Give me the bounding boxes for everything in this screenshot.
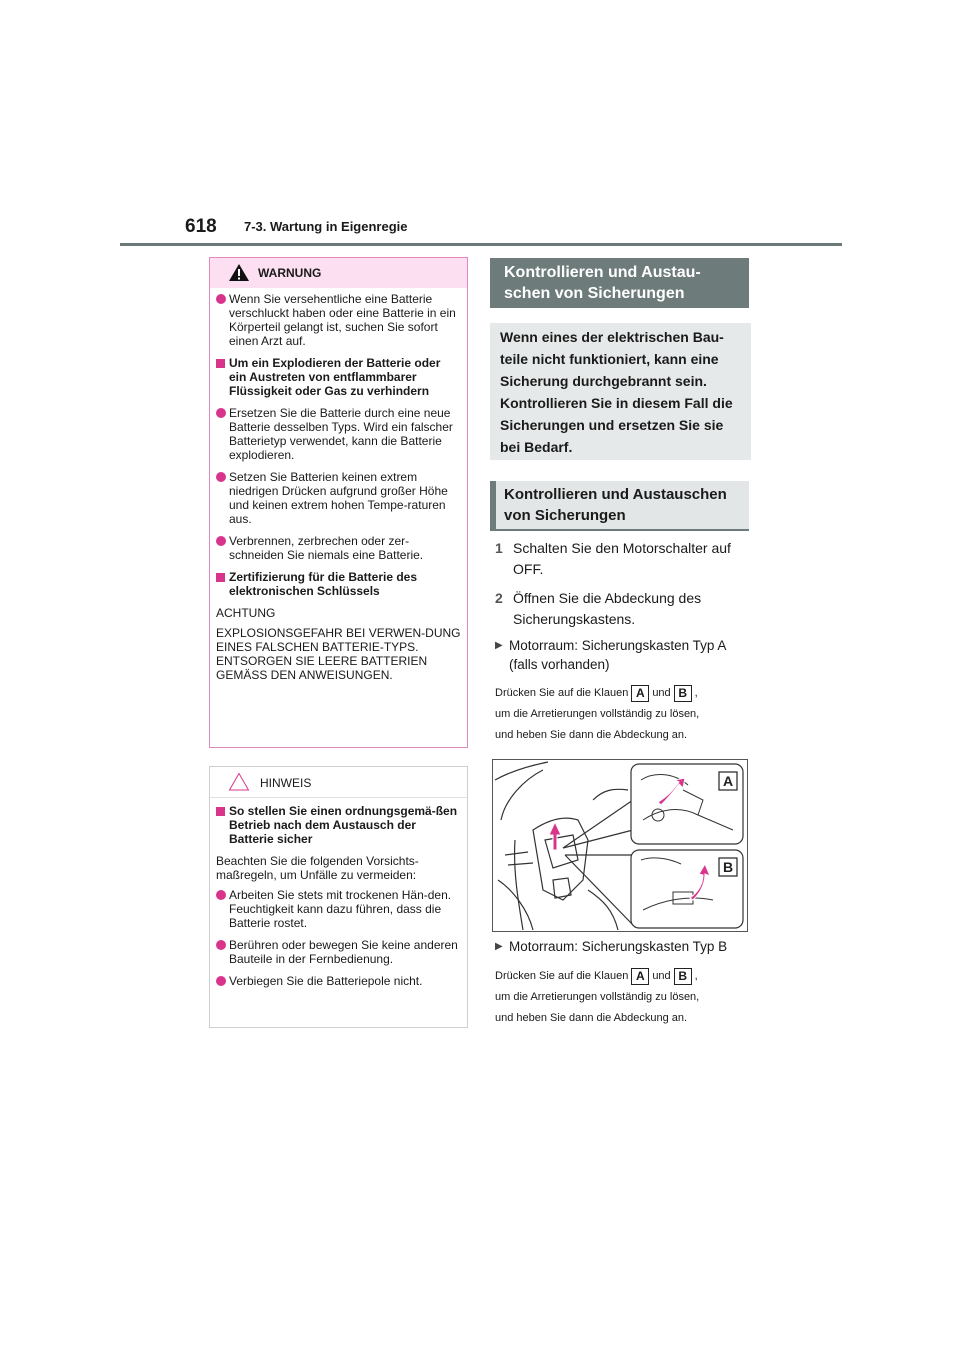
bullet-square-icon — [216, 359, 225, 368]
hint-box — [209, 766, 468, 1028]
hint-intro: Beachten Sie die folgenden Vorsichts-maßregeln, um Unfälle zu vermeiden: — [216, 854, 419, 882]
hint-title: HINWEIS — [260, 776, 312, 790]
bullet-dot-icon — [216, 472, 226, 482]
engine-bay-drawing — [493, 760, 747, 931]
section-title: Kontrollieren und Austau-schen von Sicherungen — [490, 258, 749, 308]
hint-item: Arbeiten Sie stets mit trockenen Hän-den. Feuchtigkeit kann dazu führen, dass die Batterie rostet. — [216, 888, 461, 930]
label-a: A — [631, 968, 649, 985]
warning-heading: Zertifizierung für die Batterie des elektronischen Schlüssels — [216, 570, 461, 598]
label-b: B — [674, 968, 692, 985]
step-2 — [495, 588, 750, 630]
subsection-title: Kontrollieren und Austauschen von Sicherungen — [490, 481, 749, 531]
bullet-dot-icon — [216, 940, 226, 950]
warning-title: WARNUNG — [258, 266, 322, 280]
fuse-box-illustration — [492, 759, 748, 932]
type-a-title: ▶ Motorraum: Sicherungskasten Typ A (falls vorhanden) — [495, 638, 726, 672]
hint-triangle-icon — [228, 772, 250, 791]
type-b-title: ▶ Motorraum: Sicherungskasten Typ B — [495, 939, 728, 954]
caution-text: EXPLOSIONSGEFAHR BEI VERWEN-DUNG EINES FALSCHEN BATTERIE-TYPS. ENTSORGEN SIE LEERE BATTERIEN GEMÄSS DEN ANWEISUNGEN. — [216, 626, 461, 682]
arrow-right-icon: ▶ — [495, 640, 503, 651]
achtung-label: ACHTUNG — [216, 606, 276, 620]
step-text: Schalten Sie den Motorschalter auf OFF. — [513, 540, 731, 577]
figure-label-a: A — [722, 773, 734, 789]
hint-heading: So stellen Sie einen ordnungsgemä-ßen Betrieb nach dem Austausch der Batterie sicher — [216, 804, 461, 846]
warning-heading: Um ein Explodieren der Batterie oder ein Austreten von entflammbarer Flüssigkeit oder Gas zu verhindern — [216, 356, 461, 398]
step-1 — [495, 538, 750, 580]
label-a: A — [631, 685, 649, 702]
type-b-instruction: Drücken Sie auf die Klauen A und B , um die Arretierungen vollständig zu lösen, und heben Sie dann die Abdeckung an. — [495, 968, 700, 1024]
label-b: B — [674, 685, 692, 702]
header-divider — [120, 243, 842, 246]
chapter-title: 7-3. Wartung in Eigenregie — [244, 219, 408, 234]
bullet-dot-icon — [216, 536, 226, 546]
hint-header — [210, 767, 467, 798]
intro-text: Wenn eines der elektrischen Bau-teile nicht funktioniert, kann eine Sicherung durchgebrannt sein. Kontrollieren Sie in diesem Fall die Sicherungen und ersetzen Sie sie bei Bedarf. — [490, 323, 751, 460]
type-a-instruction: Drücken Sie auf die Klauen A und B , um die Arretierungen vollständig zu lösen, und heben Sie dann die Abdeckung an. — [495, 685, 700, 741]
warning-body — [210, 288, 467, 682]
warning-item: Verbrennen, zerbrechen oder zer-schneiden Sie niemals eine Batterie. — [216, 534, 461, 562]
warning-box — [209, 257, 468, 748]
warning-item: Setzen Sie Batterien keinen extrem niedrigen Drücken aufgrund großer Höhe und keinen extrem hohen Tempe-raturen aus. — [216, 470, 461, 526]
bullet-dot-icon — [216, 408, 226, 418]
bullet-dot-icon — [216, 294, 226, 304]
figure-label-b: B — [722, 859, 734, 875]
hint-item: Berühren oder bewegen Sie keine anderen Bauteile in der Fernbedienung. — [216, 938, 461, 966]
bullet-square-icon — [216, 573, 225, 582]
page-number: 618 — [185, 216, 217, 237]
hint-item: Verbiegen Sie die Batteriepole nicht. — [216, 974, 461, 988]
step-text: Öffnen Sie die Abdeckung des Sicherungskastens. — [513, 590, 702, 627]
arrow-right-icon: ▶ — [495, 941, 503, 952]
bullet-dot-icon — [216, 890, 226, 900]
warning-header — [210, 258, 467, 288]
bullet-dot-icon — [216, 976, 226, 986]
warning-icon — [228, 263, 250, 282]
bullet-square-icon — [216, 807, 225, 816]
hint-body — [210, 798, 467, 988]
warning-item: Wenn Sie versehentliche eine Batterie verschluckt haben oder eine Batterie in ein Körperteil gelangt ist, suchen Sie sofort einen Arzt auf. — [216, 292, 461, 348]
step-number: 2 — [495, 590, 503, 606]
step-number: 1 — [495, 540, 503, 556]
warning-item: Ersetzen Sie die Batterie durch eine neue Batterie desselben Typs. Wird ein falscher Batterietyp verwendet, kann die Batterie explodieren. — [216, 406, 461, 462]
